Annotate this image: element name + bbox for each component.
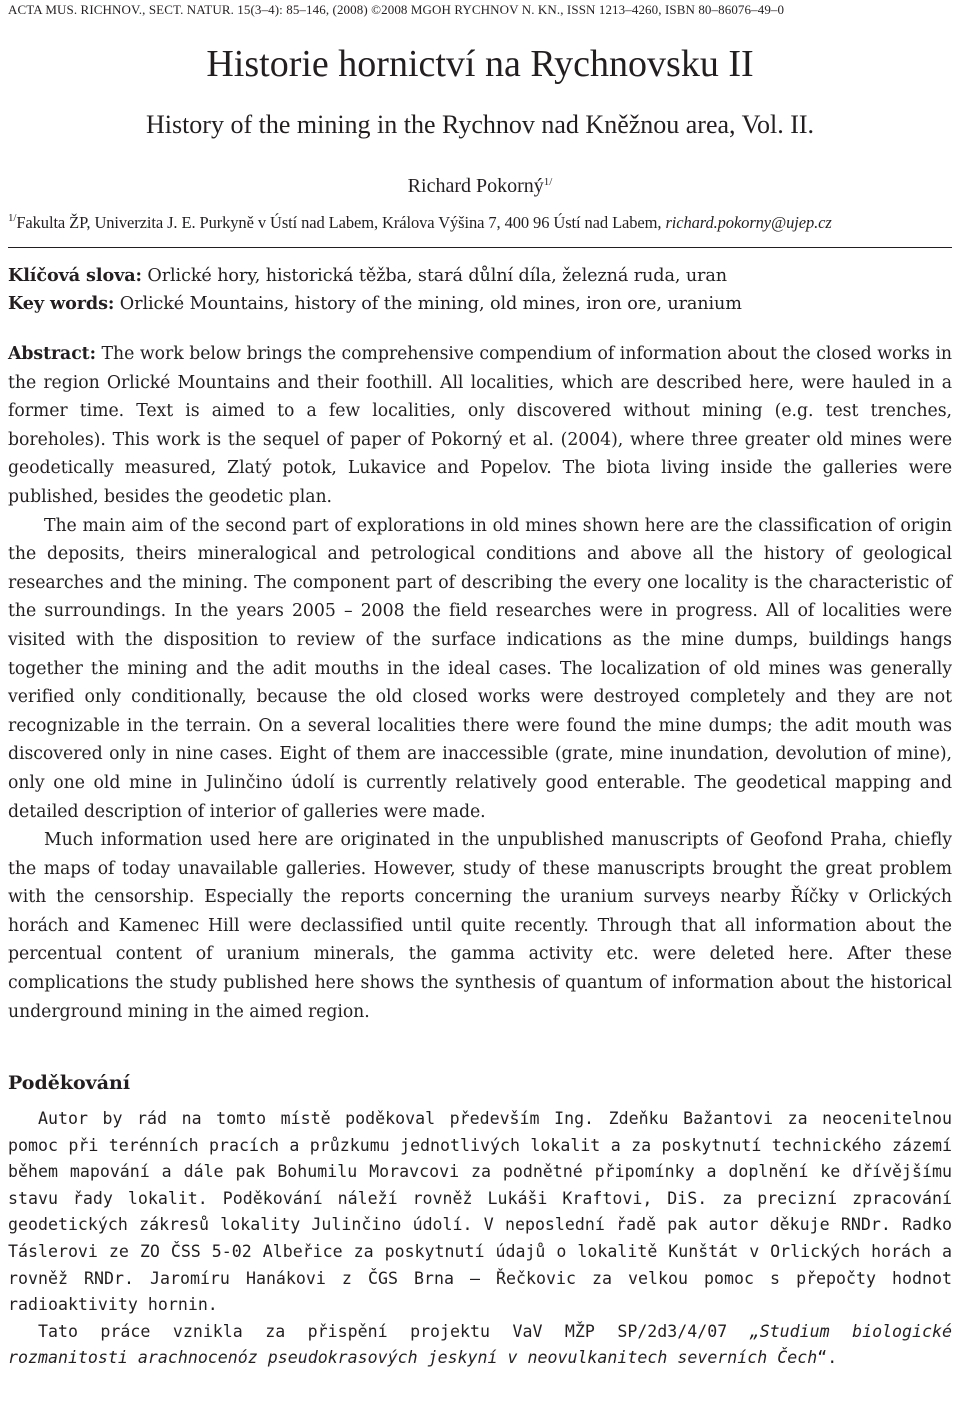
- keywords-english: [8, 290, 952, 318]
- acknowledgements-paragraph-1: Autor by rád na tomto místě poděkoval především Ing. Zdeňku Bažantovi za neocenitelnou pomoc při terénních pracích a průzkumu jednotlivých lokalit a za poskytnutí technického zázemí během mapování a dále pak Bohumilu Moravcovi za podnětné připomínky a doplnění ke dřívějšímu stavu řady lokalit. Poděkování náleží rovněž Lukáši Kraftovi, DiS. za precizní zpracování geodetických zákresů lokality Julinčino údolí. V neposlední řadě pak autor děkuje RNDr. Radko Táslerovi ze ZO ČSS 5-02 Albeřice za poskytnutí údajů o lokalitě Kunštát v Orlických horách a rovněž RNDr. Jaromíru Hanákovi z ČGS Brna – Řečkovic za velkou pomoc s přepočty hodnot radioaktivity hornin.: [8, 1109, 952, 1315]
- author-email: richard.pokorny@ujep.cz: [665, 213, 832, 232]
- author-superscript: 1/: [543, 176, 553, 188]
- header-divider: [8, 247, 952, 248]
- author-name: Richard Pokorný: [407, 175, 544, 197]
- abstract-text-1: The work below brings the comprehensive compendium of information about the closed works in the region Orlické Mountains and their foothill. All localities, which are described here, were hauled in a former time. Text is aimed to a few localities, only discovered without mining (e.g. test trenches, boreholes). This work is the sequel of paper of Pokorný et al. (2004), where three greater old mines were geodetically measured, Zlatý potok, Lukavice and Popelov. The biota living inside the galleries were published, besides the geodetic plan.: [8, 344, 952, 507]
- abstract: [8, 340, 952, 1026]
- keywords-czech-text: Orlické hory, historická těžba, stará důlní díla, železná ruda, uran: [141, 266, 727, 286]
- affiliation-text: Fakulta ŽP, Univerzita J. E. Purkyně v Ústí nad Labem, Králova Výšina 7, 400 96 Ústí nad Labem,: [16, 213, 666, 232]
- ack-p2-start: Tato práce vznikla za přispění projektu VaV MŽP SP/2d3/4/07: [38, 1321, 750, 1341]
- abstract-paragraph-3: Much information used here are originated in the unpublished manuscripts of Geofond Praha, chiefly the maps of today unavailable galleries. However, study of these manuscripts brought the great problem with the censorship. Especially the reports concerning the uranium surveys nearby Říčky v Orlických horách and Kamenec Hill were declassified until quite recently. Through that all information about the percentual content of uranium minerals, the gamma activity etc. were deleted here. After these complications the study published here shows the synthesis of quantum of information about the historical underground mining in the aimed region.: [8, 830, 952, 1022]
- abstract-paragraph-1: [8, 340, 952, 512]
- affiliation-superscript: 1/: [8, 212, 17, 224]
- title-czech: Historie hornictví na Rychnovsku II: [206, 43, 754, 85]
- journal-header: ACTA MUS. RICHNOV., SECT. NATUR. 15(3–4): 85–146, (2008) ©2008 MGOH RYCHNOV N. KN., ISSN 1213–4260, ISBN 80–86076–49–0: [8, 2, 785, 17]
- keywords-english-label: Key words:: [8, 293, 115, 314]
- keywords-english-text: Orlické Mountains, history of the mining, old mines, iron ore, uranium: [114, 294, 742, 314]
- keywords-czech-label: Klíčová slova:: [8, 265, 142, 286]
- title-english: History of the mining in the Rychnov nad Kněžnou area, Vol. II.: [145, 110, 815, 139]
- ack-p2-end: “.: [817, 1348, 838, 1368]
- keywords-czech: [8, 262, 952, 290]
- acknowledgements-heading: Poděkování: [8, 1072, 131, 1094]
- affiliation-line: [8, 212, 952, 233]
- abstract-label: Abstract:: [8, 344, 96, 364]
- abstract-paragraph-2: The main aim of the second part of explorations in old mines shown here are the classification of origin the deposits, theirs mineralogical and petrological conditions and above all the history of geological researches and the mining. The component part of describing the every one locality is the characteristic of the surroundings. In the years 2005 – 2008 the field researches were in progress. All of localities were visited with the disposition to review of the surface indications as the mine dumps, buildings hangs together the mining and the adit mouths in the ideal cases. The localization of old mines was generally verified only conditionally, because the old closed works were destroyed completely and they are not recognizable in the terrain. On a several localities there were found the mine dumps; the adit mouth was discovered only in nine cases. Eight of them are inaccessible (grate, mine inundation, devolution of mine), only one old mine in Julinčino údolí is currently relatively good enterable. The geodetical mapping and detailed description of interior of galleries were made.: [8, 515, 952, 822]
- ack-p2-project-title: „Studium biologické rozmanitosti arachnocenóz pseudokrasových jeskyní v neovulkanitech severních Čech: [8, 1321, 952, 1368]
- acknowledgements: [8, 1106, 952, 1372]
- acknowledgements-paragraph-2: [8, 1319, 952, 1372]
- author-line: [8, 175, 952, 198]
